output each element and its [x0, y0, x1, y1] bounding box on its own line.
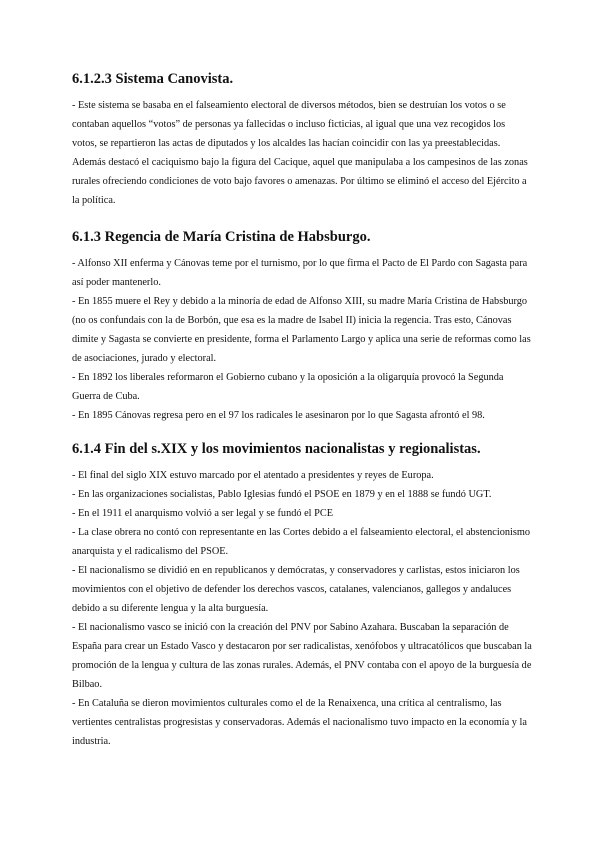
paragraph: - El nacionalismo se dividió en en republicanos y demócratas, y conservadores y carlistas, estos iniciaron los movimientos con el objetivo de defender los derechos vascos, catalanes, valencianos, gallegos y andaluces debido a su diferente lengua y la alta burguesía.: [72, 565, 520, 614]
paragraph: - El nacionalismo vasco se inició con la creación del PNV por Sabino Azahara. Buscaban la separación de España para crear un Estado Vasco y destacaron por ser radicalistas, xenófobos y ultracatólicos que buscaban la promoción de la lengua y cultura de las zonas rurales. Además, el PNV contaba con el apoyo de la burguesía de Bilbao.: [72, 622, 532, 690]
section-heading: 6.1.4 Fin del s.XIX y los movimientos nacionalistas y regionalistas.: [72, 441, 481, 457]
paragraph: - En 1892 los liberales reformaron el Gobierno cubano y la oposición a la oligarquía provocó la Segunda Guerra de Cuba.: [72, 372, 504, 402]
section-regencia: [72, 228, 532, 425]
paragraph: - En el 1911 el anarquismo volvió a ser legal y se fundó el PCE: [72, 508, 333, 519]
paragraph: - El final del siglo XIX estuvo marcado por el atentado a presidentes y reyes de Europa.: [72, 470, 434, 481]
paragraph: - En 1855 muere el Rey y debido a la minoría de edad de Alfonso XIII, su madre María Cristina de Habsburgo (no os confundais con la de Borbón, que esa es la madre de Isabel II) inicia la regencia. Tras esto, Cánovas dimite y Sagasta se convierte en presidente, forma el Parlamento Largo y aplica una serie de reformas como las de asociaciones, jurado y electoral.: [72, 296, 531, 364]
paragraph: - Alfonso XII enferma y Cánovas teme por el turnismo, por lo que firma el Pacto de El Pardo con Sagasta para así poder mantenerlo.: [72, 258, 528, 288]
paragraph: - Este sistema se basaba en el falseamiento electoral de diversos métodos, bien se destruían los votos o se contaban aquellos “votos” de personas ya fallecidas o incluso ficticias, al igual que una vez recogidos los votos, se repartieron las actas de diputados y los alcaldes las hacían coincidir con las ya preestablecidas. Además destacó el caciquismo bajo la figura del Cacique, aquel que manipulaba a los campesinos de las zonas rurales ofreciendo condiciones de voto bajo favores o amenazas. Por último se eliminó el acceso del Ejército a la política.: [72, 100, 528, 206]
paragraph: - En las organizaciones socialistas, Pablo Iglesias fundó el PSOE en 1879 y en el 1888 se fundó UGT.: [72, 489, 492, 500]
section-heading: 6.1.2.3 Sistema Canovista.: [72, 71, 234, 87]
section-fin-siglo-xix: [72, 440, 532, 751]
paragraph: - En 1895 Cánovas regresa pero en el 97 los radicales le asesinaron por lo que Sagasta afrontó el 98.: [72, 410, 485, 421]
section-sistema-canovista: [72, 70, 532, 210]
paragraph: - En Cataluña se dieron movimientos culturales como el de la Renaixenca, una crítica al centralismo, las vertientes centralistas progresistas y conservadoras. Además el nacionalismo tuvo impacto en la economía y la industria.: [72, 698, 527, 747]
paragraph: - La clase obrera no contó con representante en las Cortes debido a el falseamiento electoral, el abstencionismo anarquista y el radicalismo del PSOE.: [72, 527, 531, 557]
document-page: [72, 70, 532, 751]
section-heading: 6.1.3 Regencia de María Cristina de Habsburgo.: [72, 229, 371, 245]
